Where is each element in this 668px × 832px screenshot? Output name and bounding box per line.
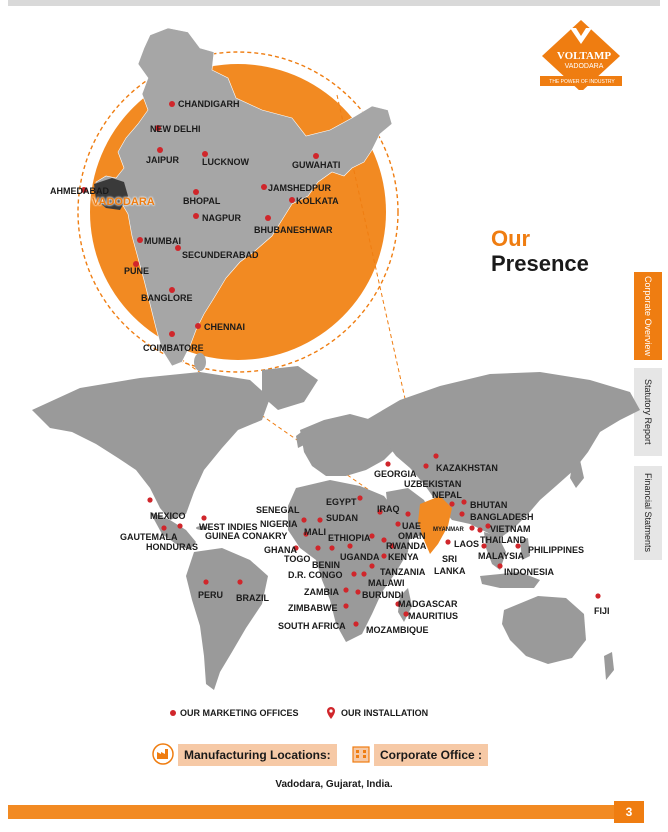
logo-city: VADODARA [564, 63, 604, 70]
country-benin: BENIN [312, 560, 341, 570]
country-madgascar: MADGASCAR [398, 599, 458, 609]
country-oman: OMAN [398, 531, 426, 541]
city-chandigarh: CHANDIGARH [178, 99, 240, 109]
country-mali: MALI [304, 527, 326, 537]
country-egypt: EGYPT [326, 497, 357, 507]
manufacturing-label: Manufacturing Locations: [178, 744, 337, 766]
country-malawi: MALAWI [368, 578, 405, 588]
country-mozambique: MOZAMBIQUE [366, 625, 429, 635]
country-burundi: BURUNDI [362, 590, 404, 600]
country-guinea-conakry: GUINEA CONAKRY [205, 531, 288, 541]
country-sri: SRI [442, 554, 458, 564]
country-zimbabwe: ZIMBABWE [288, 603, 338, 613]
country-south-africa: SOUTH AFRICA [278, 621, 346, 631]
country-laos: LAOS [454, 539, 480, 549]
country-philippines: PHILIPPINES [528, 545, 585, 555]
country-peru: PERU [198, 590, 224, 600]
world-map [32, 366, 640, 690]
city-jaipur: JAIPUR [146, 155, 180, 165]
city-pune: PUNE [124, 266, 150, 276]
city-jamshedpur: JAMSHEDPUR [268, 183, 332, 193]
footer-bar [8, 805, 614, 819]
logo-tagline: THE POWER OF INDUSTRY [549, 79, 615, 85]
country-senegal: SENEGAL [256, 505, 300, 515]
city-banglore: BANGLORE [141, 293, 193, 303]
country-uzbekistan: UZBEKISTAN [404, 479, 462, 489]
country-ghana: GHANA [264, 545, 297, 555]
office-address: Vadodara, Gujarat, India. [275, 779, 393, 790]
country-bhutan: BHUTAN [470, 500, 508, 510]
country-nepal: NEPAL [432, 490, 462, 500]
sri-lanka-shape [194, 353, 206, 371]
city-chennai: CHENNAI [204, 322, 246, 332]
legend-marketing: OUR MARKETING OFFICES [180, 708, 299, 718]
corporate-office-label: Corporate Office : [374, 744, 488, 766]
title-presence: Presence [491, 251, 589, 276]
city-guwahati: GUWAHATI [292, 160, 341, 170]
country-dr-congo: D.R. CONGO [288, 570, 343, 580]
country-uae: UAE [402, 521, 422, 531]
country-kenya: KENYA [388, 552, 419, 562]
country-vietnam: VIETNAM [490, 524, 531, 534]
country-gautemala: GAUTEMALA [120, 532, 178, 542]
country-togo: TOGO [284, 554, 311, 564]
legend-installation: OUR INSTALLATION [341, 708, 429, 718]
country-indonesia: INDONESIA [504, 567, 555, 577]
country-bangladesh: BANGLADESH [470, 512, 534, 522]
country-uganda: UGANDA [340, 552, 380, 562]
location-pin-icon [326, 706, 336, 720]
city-bhopal: BHOPAL [183, 196, 221, 206]
country-sudan: SUDAN [326, 513, 359, 523]
hq-vadodara: VADODARA [92, 196, 155, 208]
country-brazil: BRAZIL [236, 593, 269, 603]
city-coimbatore: COIMBATORE [143, 343, 204, 353]
city-new-delhi: NEW DELHI [150, 124, 201, 134]
country-iraq: IRAQ [377, 504, 400, 514]
city-bhubaneshwar: BHUBANESHWAR [254, 225, 333, 235]
office-building-icon [350, 743, 372, 765]
title-our: Our [491, 226, 531, 251]
country-mauritius: MAURITIUS [408, 611, 458, 621]
tab-statutory-report[interactable]: Statutory Report [634, 368, 662, 456]
country-lanka: LANKA [434, 566, 466, 576]
country-tanzania: TANZANIA [380, 567, 426, 577]
country-fiji: FIJI [594, 606, 610, 616]
city-nagpur: NAGPUR [202, 213, 242, 223]
city-kolkata: KOLKATA [296, 196, 339, 206]
country-kazakhstan: KAZAKHSTAN [436, 463, 498, 473]
factory-icon [152, 743, 174, 765]
country-mexico: MEXICO [150, 511, 186, 521]
country-ethiopia: ETHIOPIA [328, 533, 371, 543]
tab-corporate-overview[interactable]: Corporate Overview [634, 272, 662, 360]
marketing-dot-icon [170, 710, 176, 716]
city-lucknow: LUCKNOW [202, 157, 249, 167]
country-zambia: ZAMBIA [304, 587, 339, 597]
page-number: 3 [614, 801, 644, 823]
country-myanmar: MYANMAR [433, 527, 464, 533]
city-ahmedabad: AHMEDABAD [50, 186, 109, 196]
tab-financial-statements[interactable]: Financial Statments [634, 466, 662, 560]
country-rwanda: RWANDA [386, 541, 427, 551]
country-thailand: THAILAND [480, 535, 526, 545]
country-honduras: HONDURAS [146, 542, 199, 552]
city-secunderabad: SECUNDERABAD [182, 250, 259, 260]
logo-name: VOLTAMP [556, 50, 612, 62]
country-west-indies: WEST INDIES [199, 522, 258, 532]
city-mumbai: MUMBAI [144, 236, 181, 246]
country-malaysia: MALAYSIA [478, 551, 525, 561]
country-nigeria: NIGERIA [260, 519, 298, 529]
country-georgia: GEORGIA [374, 469, 417, 479]
